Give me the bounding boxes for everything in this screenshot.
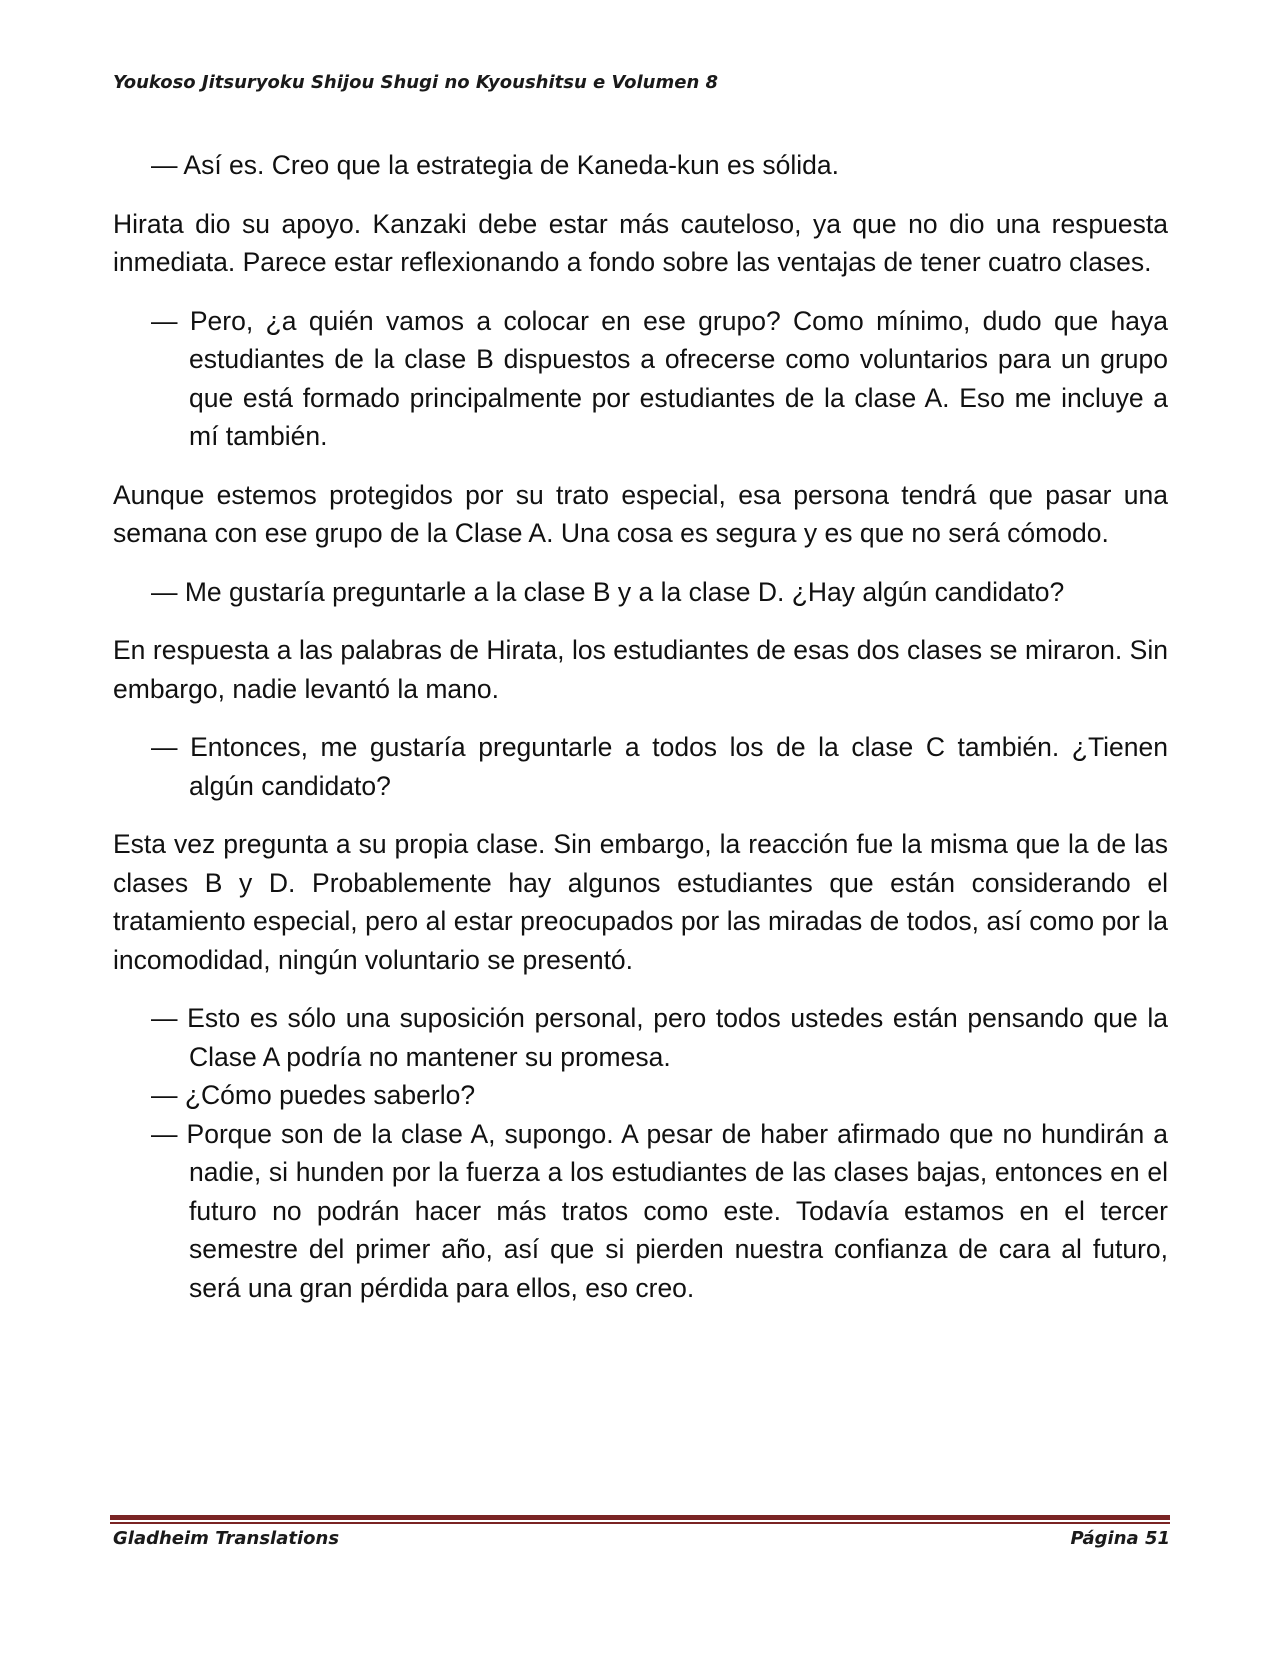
dialogue-line: — ¿Cómo puedes saberlo? <box>151 1080 476 1110</box>
dialogue-line: — Así es. Creo que la estrategia de Kaneda-kun es sólida. <box>151 150 839 180</box>
dialogue-line: — Entonces, me gustaría preguntarle a todos los de la clase C también. ¿Tienen algún candidato? <box>151 732 1168 801</box>
page-number: Página 51 <box>1070 1528 1170 1549</box>
narration-paragraph: En respuesta a las palabras de Hirata, los estudiantes de esas dos clases se miraron. Sin embargo, nadie levantó la mano. <box>113 635 1168 704</box>
dialogue-exchange <box>113 999 1168 1307</box>
dialogue-line: — Pero, ¿a quién vamos a colocar en ese grupo? Como mínimo, dudo que haya estudiantes de la clase B dispuestos a ofrecerse como voluntarios para un grupo que está formado principalmente por estudiantes de la clase A. Eso me incluye a mí también. <box>151 305 1168 451</box>
dialogue-line: — Esto es sólo una suposición personal, pero todos ustedes están pensando que la Clase A podría no mantener su promesa. <box>151 1003 1168 1072</box>
page-body <box>113 146 1168 1327</box>
narration-paragraph: Hirata dio su apoyo. Kanzaki debe estar más cauteloso, ya que no dio una respuesta inmediata. Parece estar reflexionando a fondo sobre las ventajas de tener cuatro clases. <box>113 208 1168 277</box>
footer-divider <box>110 1515 1170 1520</box>
running-header: Youkoso Jitsuryoku Shijou Shugi no Kyoushitsu e Volumen 8 <box>113 72 719 93</box>
dialogue-line: — Porque son de la clase A, supongo. A pesar de haber afirmado que no hundirán a nadie, si hunden por la fuerza a los estudiantes de las clases bajas, entonces en el futuro no podrán hacer más tratos como este. Todavía estamos en el tercer semestre del primer año, así que si pierden nuestra confianza de cara al futuro, será una gran pérdida para ellos, eso creo. <box>151 1118 1168 1303</box>
footer-publisher: Gladheim Translations <box>113 1528 340 1549</box>
narration-paragraph: Aunque estemos protegidos por su trato especial, esa persona tendrá que pasar una semana con ese grupo de la Clase A. Una cosa es segura y es que no será cómodo. <box>113 479 1168 548</box>
narration-paragraph: Esta vez pregunta a su propia clase. Sin embargo, la reacción fue la misma que la de las clases B y D. Probablemente hay algunos estudiantes que están considerando el tratamiento especial, pero al estar preocupados por las miradas de todos, así como por la incomodidad, ningún voluntario se presentó. <box>113 829 1168 975</box>
dialogue-line: — Me gustaría preguntarle a la clase B y a la clase D. ¿Hay algún candidato? <box>151 576 1065 607</box>
footer-divider-thin <box>110 1522 1170 1524</box>
